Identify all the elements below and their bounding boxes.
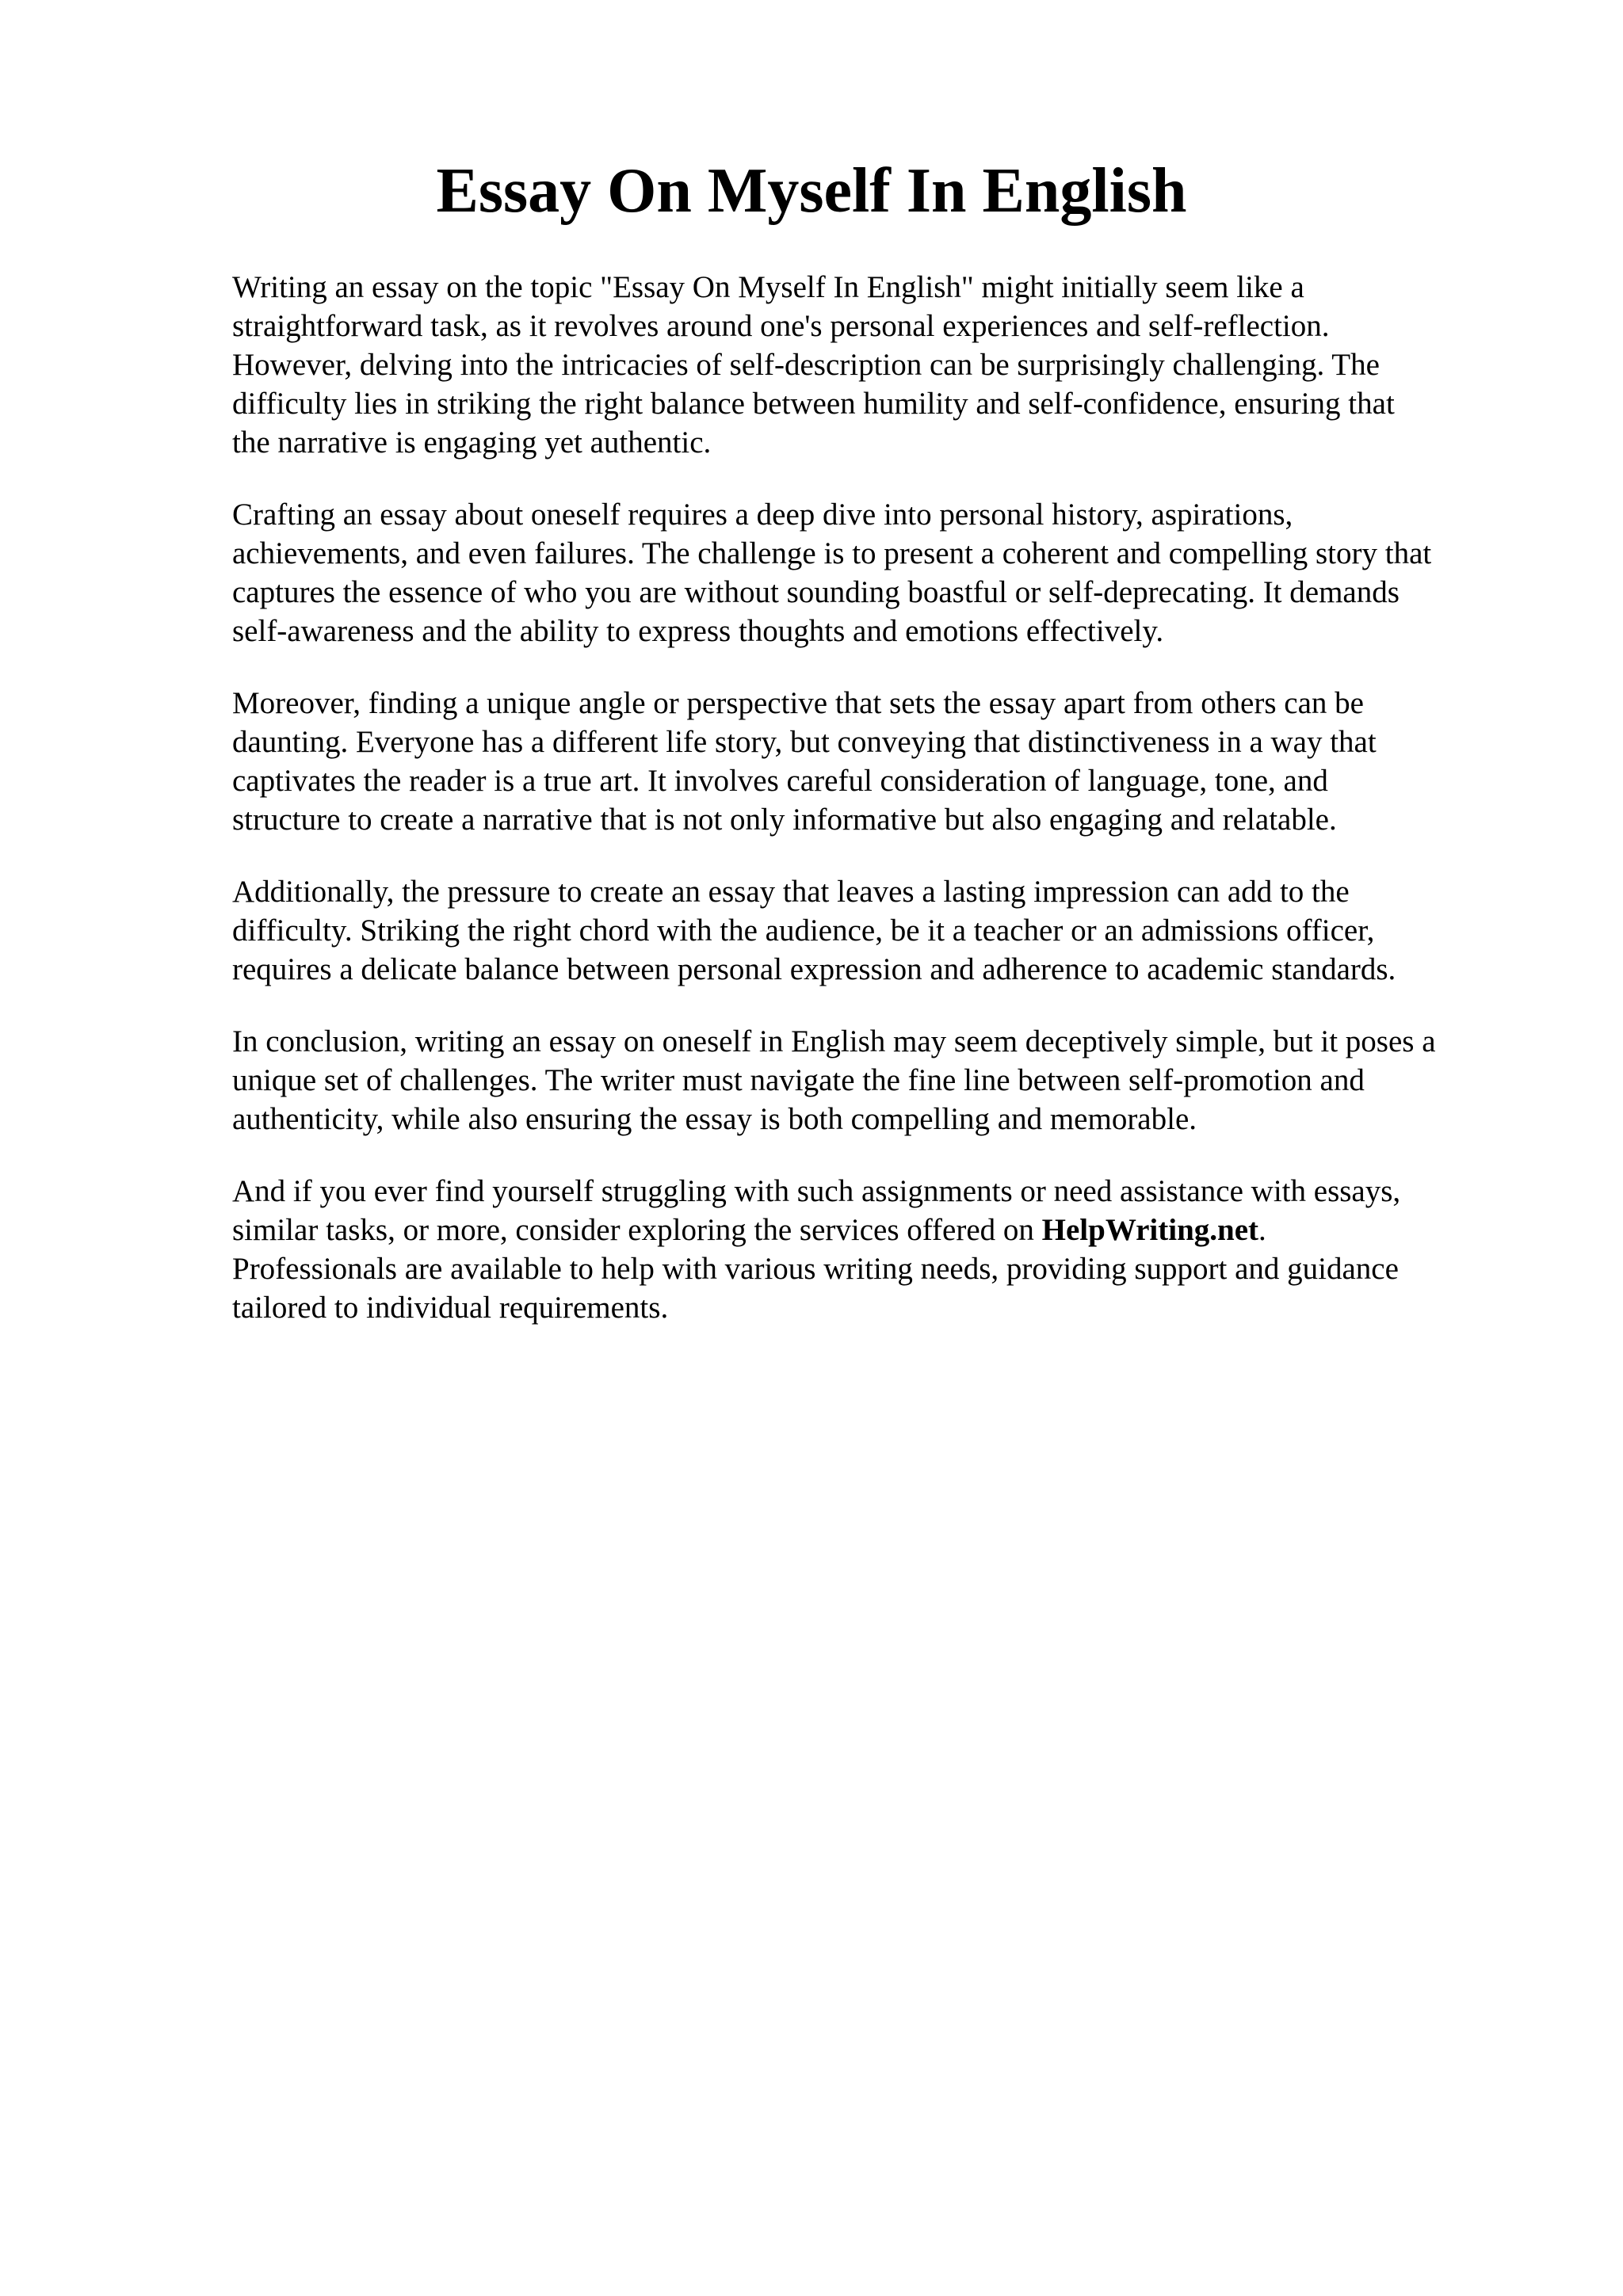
text-line: difficulty. Striking the right chord with the audience, be it a teacher or an admissions officer, [232,913,1375,948]
text-line: Writing an essay on the topic "Essay On Myself In English" might initially seem like a [232,270,1304,304]
text-line: authenticity, while also ensuring the essay is both compelling and memorable. [232,1102,1197,1136]
text-line: straightforward task, as it revolves around one's personal experiences and self-reflection. [232,309,1330,343]
text-line: tailored to individual requirements. [232,1291,669,1325]
text-line: Moreover, finding a unique angle or perspective that sets the essay apart from others can be [232,686,1364,720]
text-line-with-link [232,1211,1548,1249]
text-line: daunting. Everyone has a different life story, but conveying that distinctiveness in a way that [232,725,1377,759]
helpwriting-link[interactable]: HelpWriting.net [1041,1213,1259,1247]
text-fragment: similar tasks, or more, consider exploring the services offered on [232,1213,1042,1247]
text-line: difficulty lies in striking the right balance between humility and self-confidence, ensuring that [232,387,1395,421]
paragraph-3 [232,684,1548,839]
text-line: captures the essence of who you are without sounding boastful or self-deprecating. It demands [232,575,1400,609]
paragraph-spacer [232,462,1548,495]
text-line: the narrative is engaging yet authentic. [232,425,712,460]
text-line: achievements, and even failures. The challenge is to present a coherent and compelling story that [232,536,1432,570]
text-line: In conclusion, writing an essay on oneself in English may seem deceptively simple, but it poses a [232,1024,1436,1058]
paragraph-2 [232,495,1548,650]
text-line: Additionally, the pressure to create an essay that leaves a lasting impression can add to the [232,875,1350,909]
text-line: Crafting an essay about oneself requires a deep dive into personal history, aspirations, [232,498,1293,532]
text-line: However, delving into the intricacies of self-description can be surprisingly challenging. The [232,348,1380,382]
paragraph-spacer [232,650,1548,684]
text-line: requires a delicate balance between personal expression and adherence to academic standards. [232,952,1396,986]
paragraph-spacer [232,989,1548,1022]
paragraph-spacer [232,839,1548,872]
text-fragment: . [1258,1213,1266,1247]
paragraph-5 [232,1022,1548,1138]
text-line: Professionals are available to help with various writing needs, providing support and guidance [232,1252,1399,1286]
essay-body [232,268,1548,1327]
text-line: structure to create a narrative that is not only informative but also engaging and relatable. [232,803,1337,837]
paragraph-6 [232,1172,1548,1327]
text-line: captivates the reader is a true art. It involves careful consideration of language, tone, and [232,764,1328,798]
page-title: Essay On Myself In English [436,156,1187,226]
paragraph-4 [232,872,1548,989]
text-line: self-awareness and the ability to express thoughts and emotions effectively. [232,614,1164,648]
text-line: unique set of challenges. The writer must navigate the fine line between self-promotion and [232,1063,1365,1097]
paragraph-spacer [232,1138,1548,1172]
paragraph-1 [232,268,1548,462]
text-line: And if you ever find yourself struggling with such assignments or need assistance with essays, [232,1174,1401,1208]
